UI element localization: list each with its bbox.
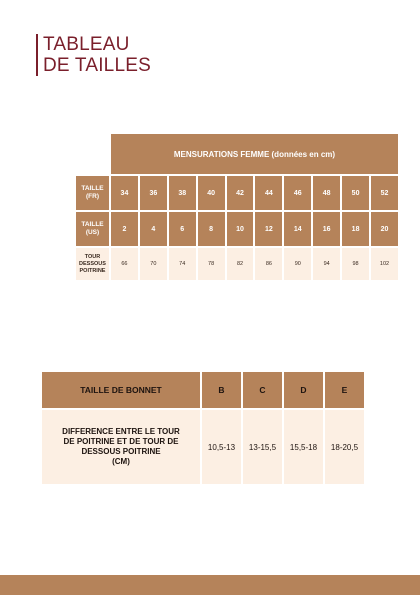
size-fr-cell: 50 xyxy=(342,176,369,210)
row-label-size-us xyxy=(76,212,109,246)
title-line-2: DE TAILLES xyxy=(43,55,151,76)
measurements-header: MENSURATIONS FEMME (données en cm) xyxy=(111,134,398,174)
table-row xyxy=(76,212,398,246)
size-fr-cell: 38 xyxy=(169,176,196,210)
cup-size-header: TAILLE DE BONNET xyxy=(42,372,200,408)
underbust-cell: 90 xyxy=(284,248,311,280)
cup-value-cell: 15,5-18 xyxy=(284,410,323,484)
women-measurements-table xyxy=(74,132,400,282)
size-fr-cell: 44 xyxy=(255,176,282,210)
size-us-cell: 6 xyxy=(169,212,196,246)
underbust-cell: 82 xyxy=(227,248,254,280)
cup-value-cell: 10,5-13 xyxy=(202,410,241,484)
size-fr-cell: 40 xyxy=(198,176,225,210)
size-fr-cell: 52 xyxy=(371,176,398,210)
size-us-cell: 10 xyxy=(227,212,254,246)
size-us-cell: 14 xyxy=(284,212,311,246)
cup-size-table xyxy=(40,370,366,486)
underbust-cell: 74 xyxy=(169,248,196,280)
underbust-cell: 94 xyxy=(313,248,340,280)
table-row xyxy=(76,176,398,210)
row-label-line: TOUR xyxy=(84,253,101,260)
cup-header-cell: C xyxy=(243,372,282,408)
size-fr-cell: 46 xyxy=(284,176,311,210)
row-label-line: DESSOUS xyxy=(79,260,106,267)
size-us-cell: 20 xyxy=(371,212,398,246)
difference-label-line: (CM) xyxy=(112,457,130,466)
size-us-cell: 4 xyxy=(140,212,167,246)
difference-label-line: DIFFERENCE ENTRE LE TOUR xyxy=(62,427,180,436)
underbust-cell: 66 xyxy=(111,248,138,280)
underbust-cell: 98 xyxy=(342,248,369,280)
underbust-cell: 78 xyxy=(198,248,225,280)
cup-header-cell: B xyxy=(202,372,241,408)
difference-label-line: DE POITRINE ET DE TOUR DE xyxy=(63,437,179,446)
row-label-underbust xyxy=(76,248,109,280)
difference-label-line: DESSOUS POITRINE xyxy=(81,447,161,456)
size-us-cell: 18 xyxy=(342,212,369,246)
underbust-cell: 70 xyxy=(140,248,167,280)
row-label-line: (US) xyxy=(85,229,100,236)
underbust-cell: 102 xyxy=(371,248,398,280)
row-label-line: TAILLE xyxy=(81,185,104,192)
title-line-1: TABLEAU xyxy=(43,34,130,55)
cup-value-cell: 18-20,5 xyxy=(325,410,364,484)
page-title xyxy=(36,34,151,76)
size-us-cell: 2 xyxy=(111,212,138,246)
size-fr-cell: 36 xyxy=(140,176,167,210)
size-fr-cell: 34 xyxy=(111,176,138,210)
cup-value-cell: 13-15,5 xyxy=(243,410,282,484)
size-fr-cell: 48 xyxy=(313,176,340,210)
table-row xyxy=(76,248,398,280)
row-label-line: POITRINE xyxy=(79,267,106,274)
cup-header-cell: E xyxy=(325,372,364,408)
underbust-cell: 86 xyxy=(255,248,282,280)
size-us-cell: 16 xyxy=(313,212,340,246)
table-row xyxy=(42,410,364,484)
row-label-line: (FR) xyxy=(86,193,99,200)
footer-bar xyxy=(0,575,420,595)
size-us-cell: 8 xyxy=(198,212,225,246)
table-row xyxy=(42,372,364,408)
row-label-size-fr xyxy=(76,176,109,210)
size-fr-cell: 42 xyxy=(227,176,254,210)
cup-header-cell: D xyxy=(284,372,323,408)
row-label-line: TAILLE xyxy=(81,221,104,228)
difference-label xyxy=(42,410,200,484)
size-us-cell: 12 xyxy=(255,212,282,246)
